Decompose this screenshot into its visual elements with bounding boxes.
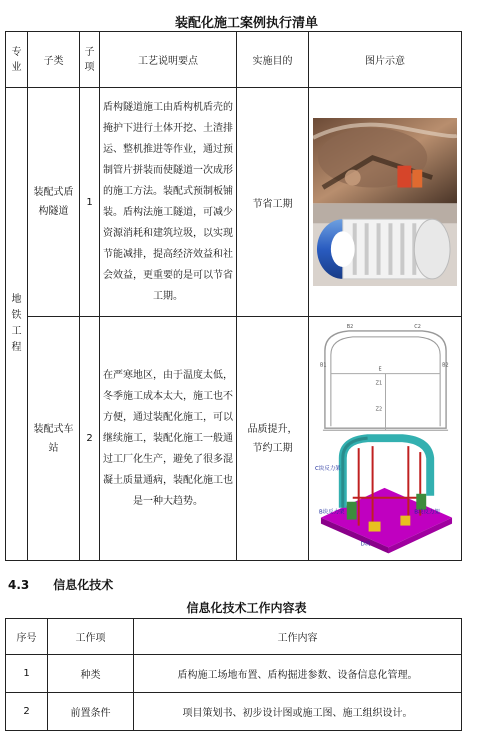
label-b-block-2: B块反力架: [414, 509, 440, 516]
row-content: 盾构施工场地布置、盾构掘进参数、设备信息化管理。: [134, 655, 462, 693]
subtype-cell: 装配式车站: [28, 317, 80, 561]
prefab-station-diagram: [313, 319, 457, 557]
label-c2-top: C2: [414, 324, 421, 331]
row-item: 前置条件: [48, 693, 134, 731]
header-purpose: 实施目的: [237, 32, 309, 88]
label-e: E: [378, 366, 382, 373]
prefab-case-table: [5, 31, 462, 561]
row-content: 项目策划书、初步设计图或施工图、施工组织设计。: [134, 693, 462, 731]
label-a: A: [382, 435, 386, 442]
table-row: [6, 655, 462, 693]
process-cell: 盾构隧道施工由盾构机盾壳的掩护下进行土体开挖、土渣排运、整机推进等作业，通过预制管片拼装而使隧道一次成形的施工方法。装配式预制板铺装。盾构法施工隧道，可减少资源消耗和建筑垃圾，以实现节能减排，提高经济效益和社会效益，更重要的是可以节省工期。: [100, 88, 237, 317]
section-number: 4.3: [8, 578, 30, 592]
label-z1: Z1: [375, 380, 383, 387]
label-b2-right: B2: [442, 362, 449, 369]
table2-title: 信息化技术工作内容表: [186, 601, 307, 615]
header-process: 工艺说明要点: [100, 32, 237, 88]
item-no-cell: 1: [80, 88, 100, 317]
label-z2: Z2: [375, 406, 383, 413]
table-row: [6, 88, 462, 317]
section-heading: [8, 576, 113, 593]
table-row: [6, 317, 462, 561]
major-cell: 地铁工程: [6, 88, 28, 561]
subtype-cell: 装配式盾构隧道: [28, 88, 80, 317]
row-item: 种类: [48, 655, 134, 693]
label-b1: B1: [319, 362, 327, 369]
image-cell: [309, 88, 462, 317]
header-row: [6, 619, 462, 655]
label-b-block: B块反力架: [318, 509, 345, 516]
row-no: 1: [6, 655, 48, 693]
header-item: 工作项: [48, 619, 134, 655]
shield-tunnel-photo: [313, 118, 457, 287]
header-subtype: 子类: [28, 32, 80, 88]
table-title: 装配化施工案例执行清单: [174, 16, 318, 31]
header-major: 专业: [6, 32, 28, 88]
header-row: [6, 32, 462, 88]
image-cell: [309, 317, 462, 561]
table-row: [6, 693, 462, 731]
header-no: 序号: [6, 619, 48, 655]
process-cell: 在严寒地区，由于温度太低，冬季施工成本太大，施工也不方便，通过装配化施工，可以继续施工，装配化施工一般通过工厂化生产，避免了很多混凝土质量通病，装配化施工也是一种大趋势。: [100, 317, 237, 561]
purpose-cell: 节省工期: [237, 88, 309, 317]
label-d-block: D块: [360, 541, 371, 548]
header-content: 工作内容: [134, 619, 462, 655]
info-tech-table: [5, 618, 462, 731]
header-image: 图片示意: [309, 32, 462, 88]
label-c-block: C块反力架: [314, 466, 341, 473]
section-title: 信息化技术: [53, 578, 114, 592]
item-no-cell: 2: [80, 317, 100, 561]
header-item-no: 子项: [80, 32, 100, 88]
row-no: 2: [6, 693, 48, 731]
purpose-cell: 品质提升，节约工期: [237, 317, 309, 561]
label-b2-top: B2: [346, 324, 354, 331]
